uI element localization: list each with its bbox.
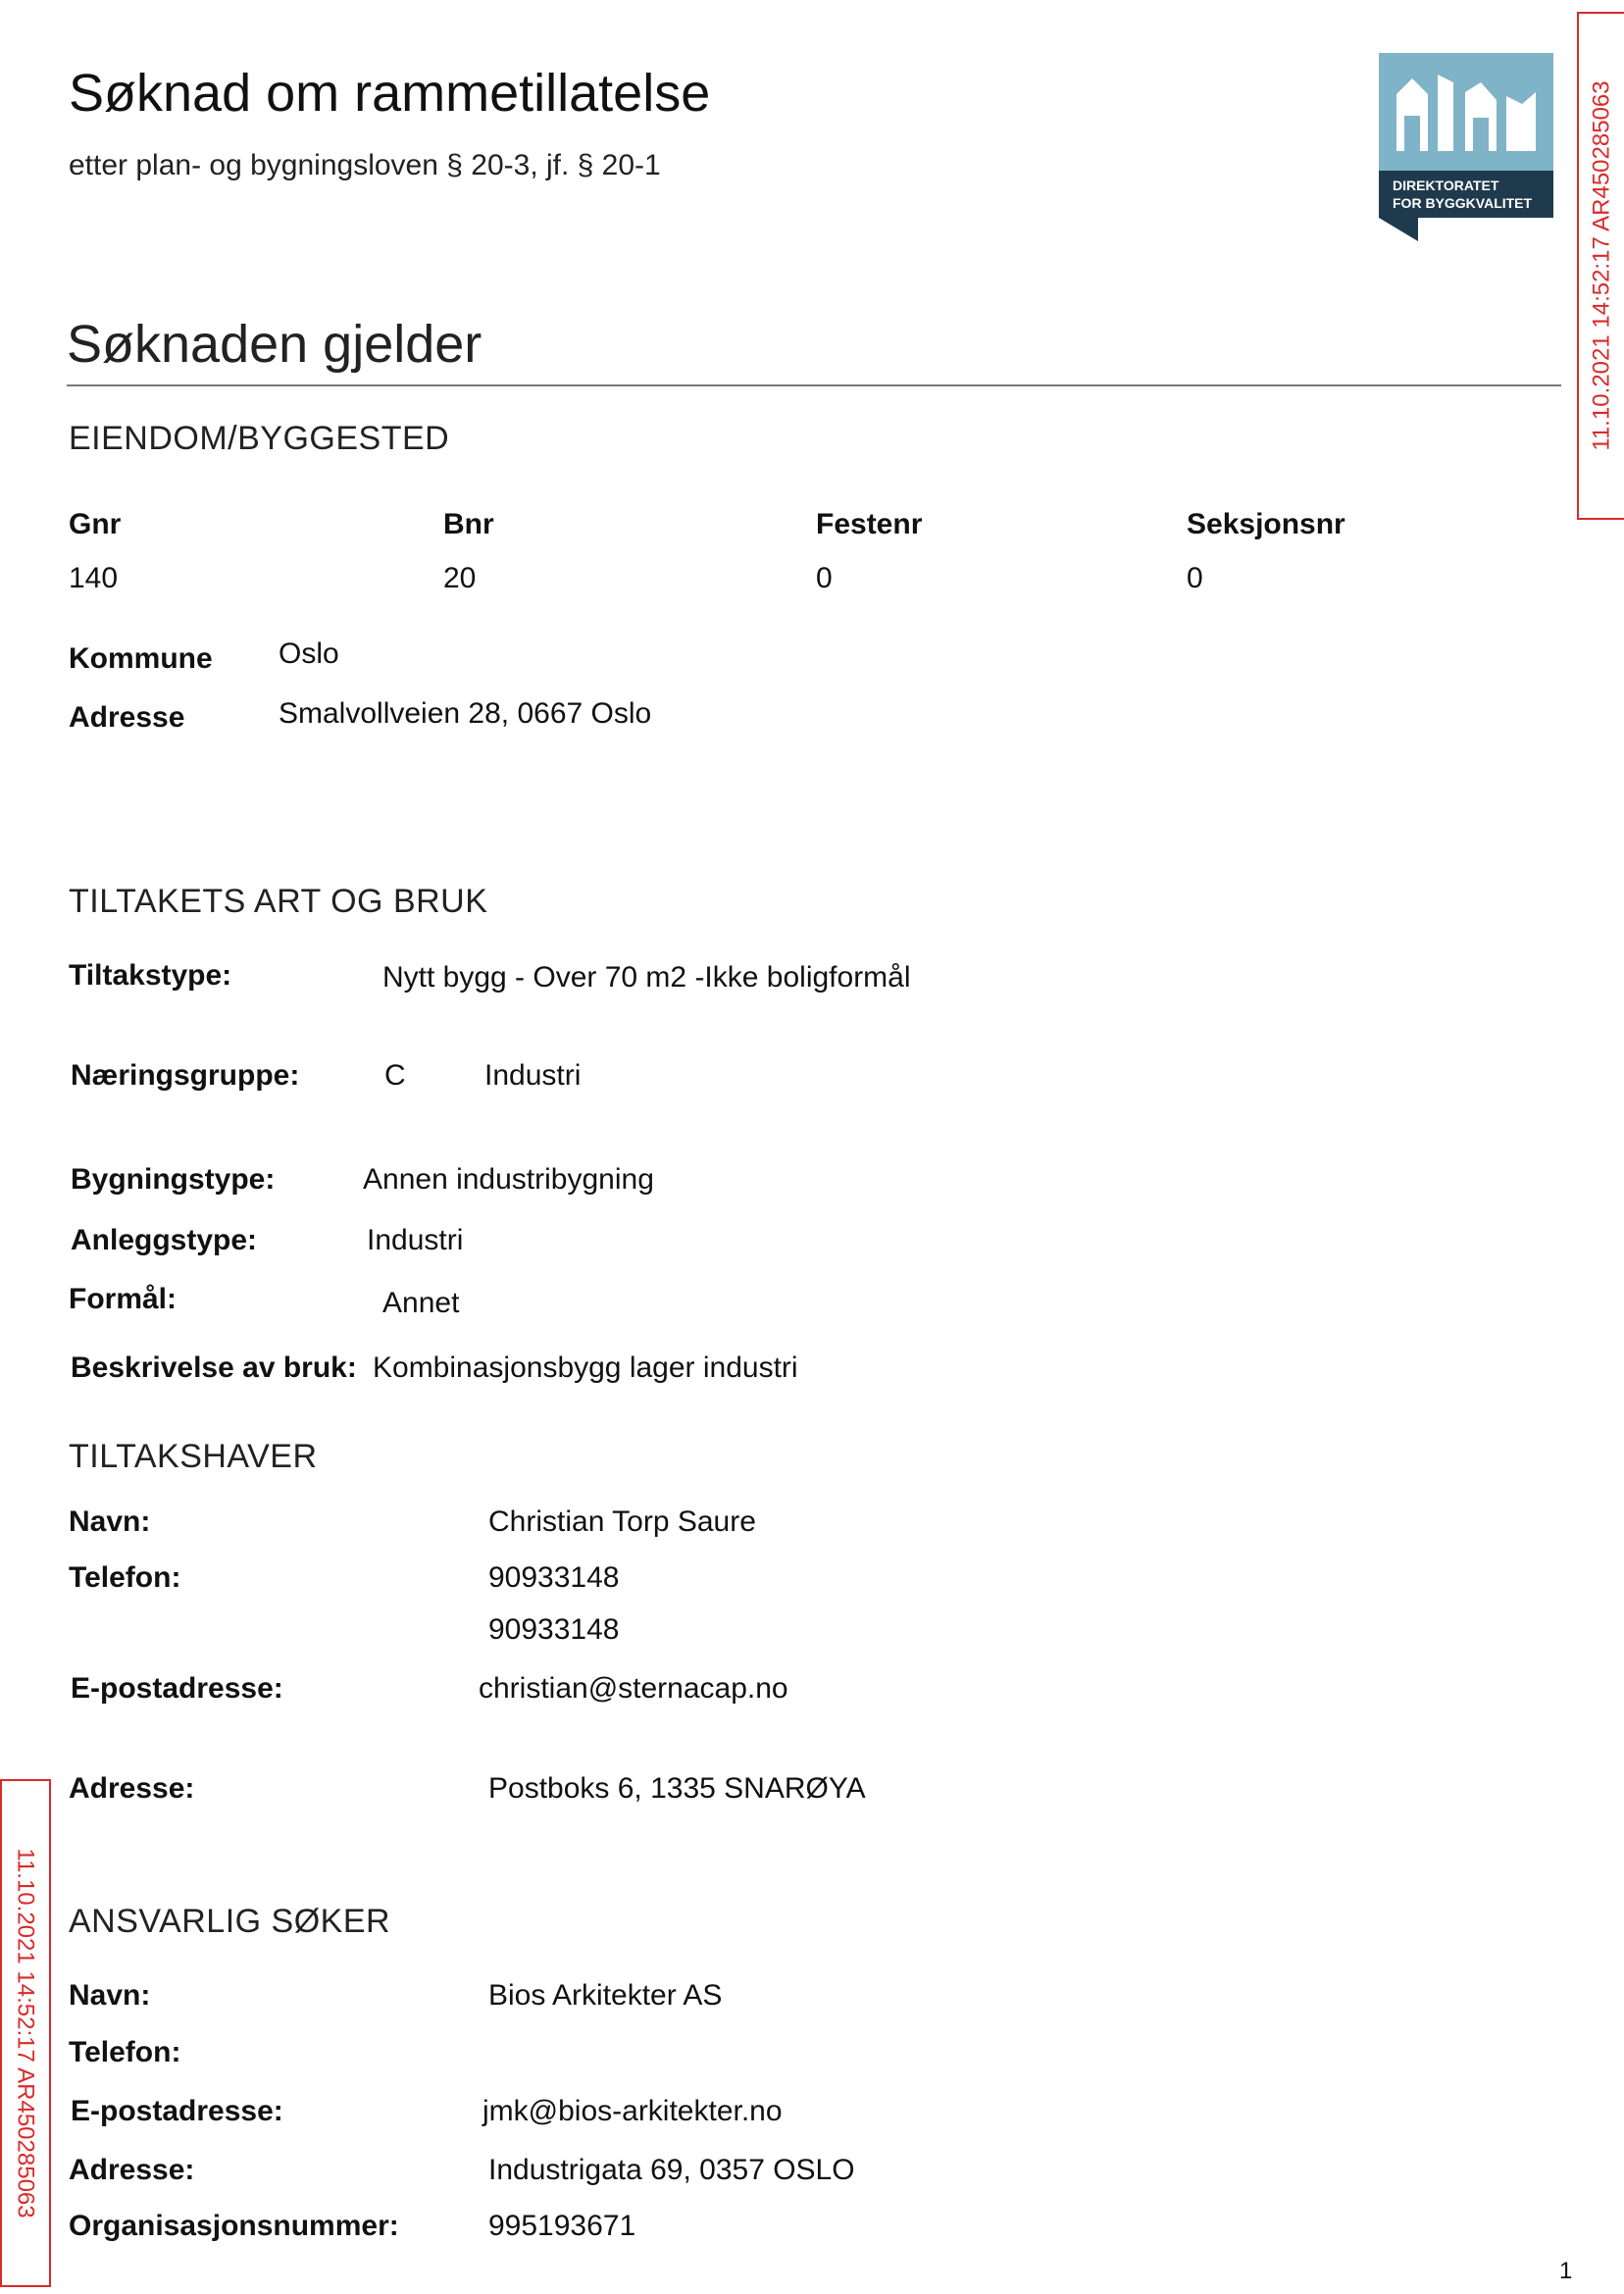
tiltakshaver-epost-value: christian@sternacap.no [479, 1672, 788, 1705]
seksjonsnr-label: Seksjonsnr [1187, 508, 1345, 540]
bygningstype-value: Annen industribygning [363, 1163, 654, 1196]
tiltakshaver-adresse-label: Adresse: [69, 1772, 195, 1805]
naeringsgruppe-value: Industri [484, 1059, 582, 1092]
logo-text-line2: FOR BYGGKVALITET [1393, 195, 1533, 211]
page-number: 1 [1559, 2258, 1573, 2284]
formal-value: Annet [382, 1287, 460, 1319]
section-title-ansvarlig: ANSVARLIG SØKER [69, 1903, 391, 1940]
tiltakstype-label: Tiltakstype: [69, 959, 232, 992]
festenr-value: 0 [816, 562, 833, 594]
ansvarlig-adresse-label: Adresse: [69, 2154, 195, 2186]
document-title: Søknad om rammetillatelse [69, 64, 711, 123]
section-title-tiltakshaver: TILTAKSHAVER [69, 1438, 318, 1475]
archive-stamp-text: 11.10.2021 14:52:17 AR450285063 [13, 1848, 39, 2218]
heading-divider [67, 384, 1561, 386]
tiltakshaver-navn-value: Christian Torp Saure [488, 1505, 756, 1538]
adresse-label: Adresse [69, 701, 185, 734]
main-heading: Søknaden gjelder [67, 315, 482, 374]
ansvarlig-epost-label: E-postadresse: [71, 2095, 283, 2127]
formal-label: Formål: [69, 1283, 178, 1315]
dibk-logo [1379, 53, 1553, 241]
logo-text-line1: DIREKTORATET [1393, 178, 1499, 193]
tiltakshaver-telefon-value: 90933148 [488, 1561, 620, 1594]
bygningstype-label: Bygningstype: [71, 1163, 276, 1196]
gnr-value: 140 [69, 562, 119, 594]
ansvarlig-adresse-value: Industrigata 69, 0357 OSLO [488, 2154, 855, 2186]
section-title-tiltak: TILTAKETS ART OG BRUK [69, 883, 488, 920]
archive-stamp-top [1577, 12, 1624, 520]
tiltakshaver-telefon2-value: 90933148 [488, 1613, 620, 1646]
festenr-label: Festenr [816, 508, 923, 540]
anleggstype-value: Industri [367, 1224, 464, 1256]
ansvarlig-telefon-label: Telefon: [69, 2036, 181, 2068]
gnr-label: Gnr [69, 508, 122, 540]
beskrivelse-value: Kombinasjonsbygg lager industri [373, 1351, 798, 1384]
naeringsgruppe-label: Næringsgruppe: [71, 1059, 300, 1092]
bnr-label: Bnr [443, 508, 494, 540]
ansvarlig-epost-value: jmk@bios-arkitekter.no [482, 2095, 783, 2127]
ansvarlig-navn-label: Navn: [69, 1979, 151, 2012]
ansvarlig-navn-value: Bios Arkitekter AS [488, 1979, 723, 2012]
tiltakshaver-epost-label: E-postadresse: [71, 1672, 283, 1705]
archive-stamp-bottom [0, 1779, 51, 2287]
naeringsgruppe-code: C [384, 1059, 406, 1092]
kommune-value: Oslo [279, 637, 339, 670]
bnr-value: 20 [443, 562, 477, 594]
document-subtitle: etter plan- og bygningsloven § 20-3, jf. § 20-1 [69, 149, 661, 181]
adresse-value: Smalvollveien 28, 0667 Oslo [279, 697, 652, 730]
tiltakstype-value: Nytt bygg - Over 70 m2 -Ikke boligformål [382, 961, 911, 994]
seksjonsnr-value: 0 [1187, 562, 1203, 594]
ansvarlig-orgnr-value: 995193671 [488, 2210, 636, 2242]
tiltakshaver-telefon-label: Telefon: [69, 1561, 181, 1594]
section-title-eiendom: EIENDOM/BYGGESTED [69, 420, 450, 457]
kommune-label: Kommune [69, 642, 213, 675]
tiltakshaver-adresse-value: Postboks 6, 1335 SNARØYA [488, 1772, 866, 1805]
ansvarlig-orgnr-label: Organisasjonsnummer: [69, 2210, 399, 2242]
beskrivelse-label: Beskrivelse av bruk: [71, 1351, 357, 1384]
tiltakshaver-navn-label: Navn: [69, 1505, 151, 1538]
dibk-logo-graphic [1379, 53, 1553, 241]
anleggstype-label: Anleggstype: [71, 1224, 258, 1256]
archive-stamp-text: 11.10.2021 14:52:17 AR450285063 [1589, 80, 1615, 451]
